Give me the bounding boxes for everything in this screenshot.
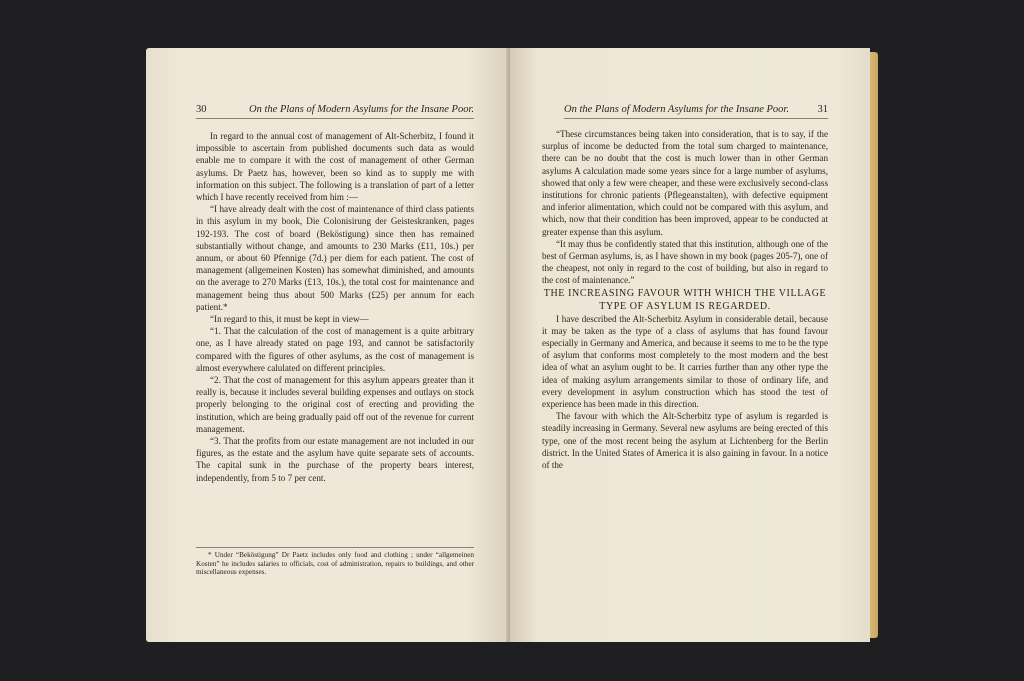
paragraph: “It may thus be confidently stated that this institution, although one of the best of German asylums, is, as I have shown in my book (pages 205-7), one of the cheapest, not only in regard to the cost of building, but also in regard to the cost of maintenance.” — [542, 238, 828, 286]
footnote-text: * Under “Beköstigung” Dr Paetz includes only food and clothing ; under “allgemeinen Kosten” he includes salaries to officials, cost of administration, repairs to buildings, and other miscellaneous expenses. — [196, 551, 474, 577]
paragraph: In regard to the annual cost of management of Alt-Scherbitz, I found it impossible to ascertain from published documents such data as would enable me to compare it with the cost of management of other German asylums. Dr Paetz has, however, been so kind as to supply me with information on this subject. The following is a translation of part of a letter which I have recently received from him :— — [196, 131, 474, 203]
paragraph: I have described the Alt-Scherbitz Asylum in considerable detail, because it may be taken as the type of a class of asylums that has found favour especially in Germany and America, and because it seems to me to be the type of asylum that conforms most completely to the most modern and the best idea of what an asylum ought to be. It carries further than any other type the idea of making asylum arrangements similar to those of ordinary life, and every development in asylum construction which has stood the test of experience has been made in this direction. — [542, 313, 828, 410]
open-book — [146, 48, 878, 642]
left-page-body — [196, 130, 474, 484]
paragraph: “I have already dealt with the cost of maintenance of third class patients in this asylum in my book, Die Colonisirung der Geisteskranken, pages 192-193. The cost of board (Beköstigung) since then has remained substantially without change, and amounts to 230 Marks (£11, 10s.) per annum, or about 60 Pfennige (7d.) per diem for each patient. The cost of management (allgemeinen Kosten) has somewhat diminished, and amounts on the average to 270 Marks (£13, 10s.), the total cost for maintenance and management being thus about 500 Marks (£25) per annum for each patient.* — [196, 204, 474, 312]
right-page — [510, 48, 870, 642]
paragraph: “3. That the profits from our estate management are not included in our figures, as the estate and the asylum have quite separate sets of accounts. The capital sunk in the purchase of the property bears interest, independently, from 5 to 7 per cent. — [196, 436, 474, 483]
paragraph: “2. That the cost of management for this asylum appears greater than it really is, because it includes several building expenses and outlays on stock properly belonging to the original cost of erecting and providing the institution, which are being gradually paid off out of the revenue for current management. — [196, 375, 474, 434]
page-edges — [870, 52, 878, 638]
left-page — [146, 48, 510, 642]
section-heading: THE INCREASING FAVOUR WITH WHICH THE VILLAGE TYPE OF ASYLUM IS REGARDED. — [543, 287, 827, 312]
left-page-number: 30 — [196, 104, 207, 115]
paragraph: “1. That the calculation of the cost of management is a quite arbitrary one, as I have already stated on page 193, and cannot be satisfactorily compared with the figures of other asylums, as the cost of management is almost everywhere calulated on different principles. — [196, 326, 474, 373]
paragraph: The favour with which the Alt-Scherbitz type of asylum is regarded is steadily increasing in Germany. Several new asylums are being erected of this type, one of the most recent being the asylum at Lichtenberg for the Berlin district. In the United States of America it is also gaining in favour. In a notice of the — [542, 411, 828, 471]
paragraph: “In regard to this, it must be kept in view— — [210, 314, 369, 325]
left-running-header — [196, 104, 474, 119]
footnote — [196, 547, 474, 577]
paragraph: “These circumstances being taken into consideration, that is to say, if the surplus of income be deducted from the total sum charged to maintenance, there can be no doubt that the cost is much lower than in other German asylums A calculation made some years since for a large number of asylums, showed that only a few were cheaper, and these were exclusively second-class institutions for chronic patients (Pflegeanstalten), with defective equipment and inferior alimentation, which could not be compared with this asylum, and which, now that their condition has been improved, appear to be conducted at greater expense than this asylum. — [542, 129, 828, 237]
right-running-head-title: On the Plans of Modern Asylums for the Insane Poor. — [564, 104, 789, 115]
right-page-body — [542, 128, 828, 471]
right-running-header — [564, 104, 828, 119]
left-running-head-title: On the Plans of Modern Asylums for the Insane Poor. — [249, 104, 474, 115]
right-page-number: 31 — [817, 104, 828, 115]
